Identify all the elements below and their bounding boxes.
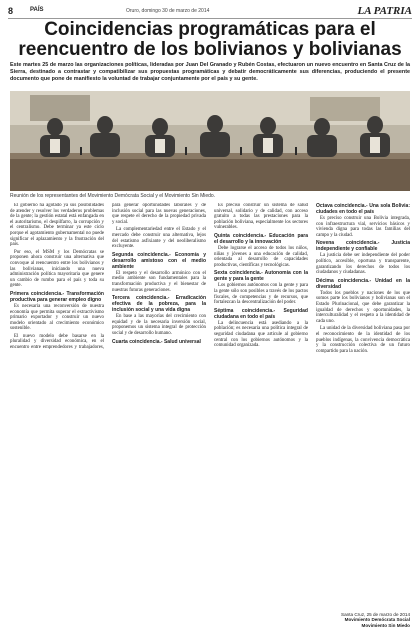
section-label: PAÍS: [30, 7, 44, 13]
body-paragraph: El gobierno ha agotado ya sus posibilidades de atender y resolver los verdaderos problemas de la gente; la gestión estatal está enfangada en el autoritarismo, el despilfarro, la corrupción y el centralismo. Debe terminar ya este ciclo porque el agotamiento gubernamental no puede significar el aplazamiento y la frustración del país.: [10, 203, 104, 248]
section-heading: Segunda coincidencia.- Economía y desarrollo amistoso con el medio ambiente: [112, 251, 206, 270]
body-paragraph: En base a las mayorías del crecimiento con equidad y de la necesaria inversión social, proponemos un sistema integral de protección social y de desarrollo humano.: [112, 314, 206, 336]
body-paragraph: La justicia debe ser independiente del poder político, accesible, oportuna y transparente, garantizando los derechos de todos los ciudadanos y ciudadanas.: [316, 253, 410, 276]
body-paragraph: El nuevo modelo debe basarse en la pluralidad y diversidad económica, en el encuentro entre emprendedores y trabajadores, para generar oportunidades laborales y de inclusión social para las nuevas generaciones, que respete el derecho de la propiedad privada y social.: [10, 203, 206, 351]
body-paragraph: Los gobiernos autónomos con la gente y para la gente sólo son posibles a través de los pactos fiscales, de competencias y de recursos, que fortalezcan la descentralización del poder.: [214, 283, 308, 306]
section-heading: Octava coincidencia.- Una sola Bolivia: ciudades en todo el país: [316, 203, 410, 215]
body-paragraph: El respeto y el desarrollo armónico con el medio ambiente son fundamentales para la transformación productiva y el bienestar de nuestras futuras generaciones.: [112, 270, 206, 293]
section-heading: Primera coincidencia.- Transformación productiva para generar empleo digno: [10, 290, 104, 303]
page-header: [8, 6, 412, 19]
body-paragraph: La unidad de la diversidad boliviana pasa por el reconocimiento de la identidad de los pueblos indígenas, la convivencia democrática y la construcción colectiva de un futuro compartido para la nación.: [316, 326, 410, 354]
section-heading: Tercera coincidencia.- Erradicación efectiva de la pobreza, para la inclusión social y una vida digna: [112, 295, 206, 314]
meeting-photo-illustration: [10, 91, 410, 191]
photo-caption: Reunión de los representantes del Movimiento Demócrata Social y el Movimiento Sin Miedo.: [10, 193, 216, 199]
signature-place-date: Santa Cruz, 25 de marzo de 2014: [341, 612, 410, 617]
body-paragraph: Todos los pueblos y naciones de los que somos parte los bolivianos y bolivianas son el Estado Plurinacional, que debe garantizar la igualdad de derechos y oportunidades, la interculturalidad y el respeto a la identidad de cada uno.: [316, 290, 410, 324]
body-paragraph: Es necesaria una reconversión de nuestra economía que permita superar el extractivismo primario exportador y construir un nuevo modelo orientado al crecimiento económico sostenible.: [10, 303, 104, 332]
section-heading: Séptima coincidencia.- Seguridad ciudadana en todo el país: [214, 307, 308, 320]
lead-paragraph: Este martes 25 de marzo las organizaciones políticas, lideradas por Juan Del Granado y Rubén Costas, efectuaron un nuevo encuentro en Santa Cruz de la Sierra, destinado a contrastar y compatibilizar sus propuestas programáticas y debatir democráticamente sus diferencias, produciendo el presente documento que pone de manifiesto la voluntad de trabajar conjuntamente por el país y su gente.: [10, 62, 410, 82]
signature-block: [316, 612, 410, 628]
page-number: 8: [8, 6, 14, 16]
section-heading: Cuarta coincidencia.- Salud universal: [112, 338, 201, 345]
signature-org-1: Movimiento Demócrata Social: [344, 617, 410, 623]
section-heading: Décima coincidencia.- Unidad en la diversidad: [316, 277, 410, 290]
section-heading: Quinta coincidencia.- Educación para el desarrollo y la innovación: [214, 232, 308, 245]
issue-date: Oruro, domingo 30 de marzo de 2014: [126, 8, 210, 14]
masthead: LA PATRIA: [357, 5, 412, 17]
article-body: [10, 203, 410, 613]
body-paragraph: Es preciso construir una Bolivia integrada, con infraestructura vial, servicios básicos y vivienda digna para todas las familias del campo y la ciudad.: [316, 216, 410, 238]
news-photo: [10, 91, 410, 191]
signature-org-2: Movimiento Sin Miedo: [361, 622, 410, 628]
section-heading: Sexta coincidencia.- Autonomía con la gente y para la gente: [214, 270, 308, 283]
body-paragraph: Por eso, el MSM y los Demócratas se proponen ahora construir una alternativa que convoque al reencuentro entre los bolivianos y las bolivianas, iniciando una nueva administración política mayoritaria que genere un cambio de rumbo para el país y toda su gente.: [10, 249, 104, 289]
body-paragraph: La delincuencia está asediando a la población; es necesaria una política integral de seguridad ciudadana que articule al gobierno central con los gobiernos autónomos y la comunidad organizada.: [214, 320, 308, 349]
body-paragraph: Es preciso construir un sistema de salud universal, solidario y de calidad, con acceso gratuito a todas las prestaciones para la población boliviana, especialmente los sectores vulnerables.: [214, 203, 308, 231]
headline: Coincidencias programáticas para el reencuentro de los bolivianos y bolivianas: [18, 19, 402, 60]
body-paragraph: Debe lograrse el acceso de todos los niños, niñas y jóvenes a una educación de calidad, orientada al desarrollo de capacidades productivas, científicas y tecnológicas.: [214, 245, 308, 268]
section-heading: Novena coincidencia.- Justicia independiente y confiable: [316, 240, 410, 253]
body-paragraph: La complementariedad entre el Estado y el mercado debe construir una alternativa, lejos del estatismo asfixiante y del neoliberalismo excluyente.: [112, 227, 206, 250]
